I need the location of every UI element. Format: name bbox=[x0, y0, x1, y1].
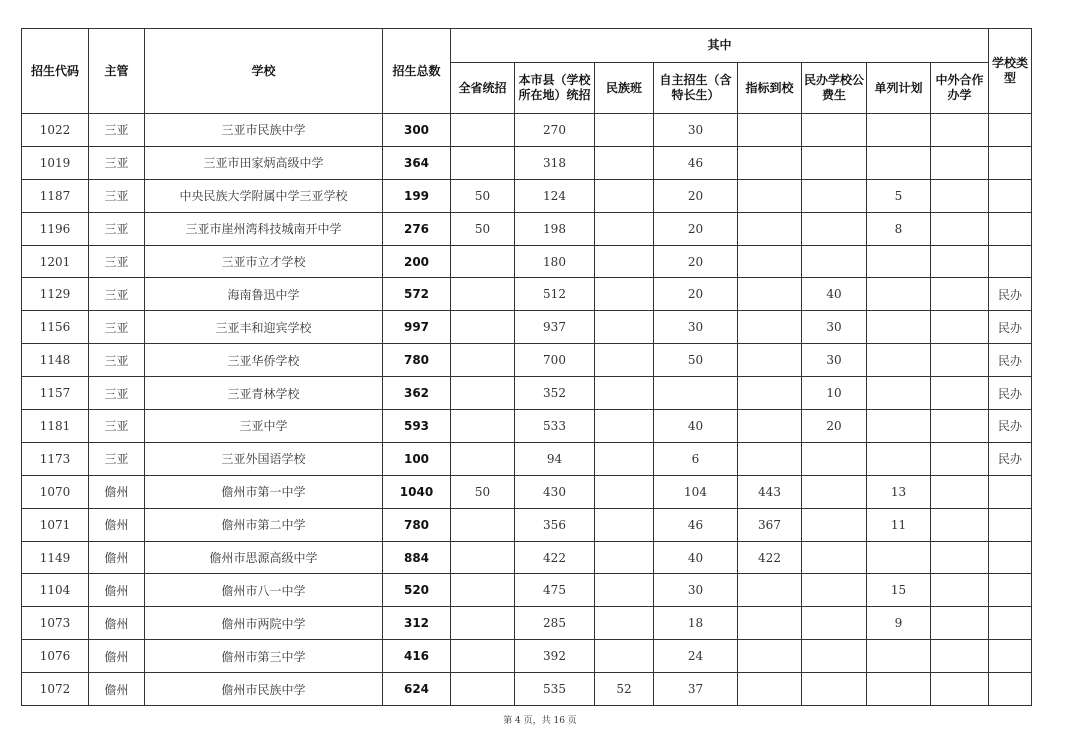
table-row bbox=[22, 377, 1032, 410]
cell-code: 1149 bbox=[22, 541, 89, 574]
cell-authority: 儋州 bbox=[89, 640, 145, 673]
cell-separate-plan bbox=[867, 673, 931, 706]
cell-code: 1019 bbox=[22, 146, 89, 179]
cell-separate-plan bbox=[867, 442, 931, 475]
header-authority: 主管 bbox=[89, 29, 145, 114]
cell-school-type bbox=[989, 212, 1032, 245]
cell-separate-plan bbox=[867, 410, 931, 443]
cell-province bbox=[451, 607, 515, 640]
header-school-type: 学校类型 bbox=[989, 29, 1032, 114]
cell-ethnic bbox=[595, 179, 654, 212]
cell-separate-plan: 11 bbox=[867, 508, 931, 541]
cell-independent: 20 bbox=[654, 245, 738, 278]
cell-school-type bbox=[989, 640, 1032, 673]
cell-coop bbox=[931, 508, 989, 541]
cell-province bbox=[451, 311, 515, 344]
cell-separate-plan: 15 bbox=[867, 574, 931, 607]
cell-local: 285 bbox=[515, 607, 595, 640]
cell-quota-to-school bbox=[738, 673, 802, 706]
cell-local: 270 bbox=[515, 114, 595, 147]
cell-school-type: 民办 bbox=[989, 278, 1032, 311]
cell-quota-to-school bbox=[738, 442, 802, 475]
cell-coop bbox=[931, 311, 989, 344]
cell-province bbox=[451, 640, 515, 673]
cell-ethnic bbox=[595, 410, 654, 443]
header-quota-to-school: 指标到校 bbox=[738, 63, 802, 114]
table-row bbox=[22, 311, 1032, 344]
cell-quota-to-school bbox=[738, 311, 802, 344]
cell-private-public bbox=[802, 475, 867, 508]
cell-province bbox=[451, 114, 515, 147]
cell-ethnic bbox=[595, 508, 654, 541]
cell-province: 50 bbox=[451, 212, 515, 245]
cell-private-public bbox=[802, 146, 867, 179]
cell-separate-plan bbox=[867, 146, 931, 179]
header-group-breakdown: 其中 bbox=[451, 29, 989, 63]
cell-coop bbox=[931, 607, 989, 640]
header-independent: 自主招生（含特长生） bbox=[654, 63, 738, 114]
cell-local: 94 bbox=[515, 442, 595, 475]
table-body bbox=[22, 114, 1032, 706]
cell-total: 997 bbox=[383, 311, 451, 344]
cell-quota-to-school bbox=[738, 607, 802, 640]
cell-quota-to-school bbox=[738, 114, 802, 147]
cell-total: 199 bbox=[383, 179, 451, 212]
cell-code: 1157 bbox=[22, 377, 89, 410]
table-row bbox=[22, 607, 1032, 640]
cell-code: 1104 bbox=[22, 574, 89, 607]
cell-province bbox=[451, 574, 515, 607]
cell-local: 318 bbox=[515, 146, 595, 179]
cell-local: 198 bbox=[515, 212, 595, 245]
cell-school-type bbox=[989, 607, 1032, 640]
cell-quota-to-school bbox=[738, 377, 802, 410]
cell-total: 364 bbox=[383, 146, 451, 179]
cell-authority: 三亚 bbox=[89, 245, 145, 278]
cell-school: 三亚丰和迎宾学校 bbox=[145, 311, 383, 344]
cell-coop bbox=[931, 475, 989, 508]
header-private-public: 民办学校公费生 bbox=[802, 63, 867, 114]
cell-province bbox=[451, 442, 515, 475]
cell-province: 50 bbox=[451, 475, 515, 508]
cell-code: 1071 bbox=[22, 508, 89, 541]
table-row bbox=[22, 410, 1032, 443]
table-row bbox=[22, 146, 1032, 179]
cell-private-public bbox=[802, 114, 867, 147]
cell-coop bbox=[931, 410, 989, 443]
cell-school: 儋州市第一中学 bbox=[145, 475, 383, 508]
cell-total: 312 bbox=[383, 607, 451, 640]
cell-private-public: 30 bbox=[802, 311, 867, 344]
cell-separate-plan bbox=[867, 541, 931, 574]
cell-coop bbox=[931, 640, 989, 673]
cell-code: 1076 bbox=[22, 640, 89, 673]
cell-province bbox=[451, 245, 515, 278]
cell-ethnic: 52 bbox=[595, 673, 654, 706]
cell-quota-to-school bbox=[738, 574, 802, 607]
cell-separate-plan bbox=[867, 278, 931, 311]
cell-province bbox=[451, 541, 515, 574]
cell-school-type: 民办 bbox=[989, 410, 1032, 443]
cell-coop bbox=[931, 377, 989, 410]
cell-school: 儋州市思源高级中学 bbox=[145, 541, 383, 574]
cell-authority: 三亚 bbox=[89, 114, 145, 147]
table-row bbox=[22, 212, 1032, 245]
cell-independent: 40 bbox=[654, 541, 738, 574]
cell-authority: 三亚 bbox=[89, 311, 145, 344]
cell-code: 1022 bbox=[22, 114, 89, 147]
table-row bbox=[22, 673, 1032, 706]
cell-school: 三亚外国语学校 bbox=[145, 442, 383, 475]
cell-ethnic bbox=[595, 640, 654, 673]
cell-quota-to-school: 367 bbox=[738, 508, 802, 541]
cell-separate-plan bbox=[867, 377, 931, 410]
cell-independent: 20 bbox=[654, 212, 738, 245]
cell-quota-to-school bbox=[738, 212, 802, 245]
cell-local: 392 bbox=[515, 640, 595, 673]
cell-province bbox=[451, 410, 515, 443]
cell-separate-plan: 9 bbox=[867, 607, 931, 640]
table-row bbox=[22, 508, 1032, 541]
cell-coop bbox=[931, 278, 989, 311]
cell-school-type bbox=[989, 146, 1032, 179]
cell-separate-plan: 5 bbox=[867, 179, 931, 212]
cell-school-type: 民办 bbox=[989, 377, 1032, 410]
cell-code: 1073 bbox=[22, 607, 89, 640]
cell-quota-to-school bbox=[738, 278, 802, 311]
cell-private-public: 30 bbox=[802, 344, 867, 377]
cell-separate-plan bbox=[867, 640, 931, 673]
cell-local: 475 bbox=[515, 574, 595, 607]
cell-school-type: 民办 bbox=[989, 344, 1032, 377]
table-row bbox=[22, 179, 1032, 212]
cell-total: 780 bbox=[383, 344, 451, 377]
cell-total: 100 bbox=[383, 442, 451, 475]
cell-school-type: 民办 bbox=[989, 442, 1032, 475]
cell-authority: 儋州 bbox=[89, 508, 145, 541]
cell-authority: 儋州 bbox=[89, 475, 145, 508]
cell-separate-plan: 8 bbox=[867, 212, 931, 245]
cell-quota-to-school bbox=[738, 410, 802, 443]
cell-code: 1201 bbox=[22, 245, 89, 278]
cell-quota-to-school bbox=[738, 179, 802, 212]
header-local: 本市县（学校所在地）统招 bbox=[515, 63, 595, 114]
cell-province bbox=[451, 508, 515, 541]
header-ethnic: 民族班 bbox=[595, 63, 654, 114]
cell-code: 1181 bbox=[22, 410, 89, 443]
cell-authority: 三亚 bbox=[89, 410, 145, 443]
cell-school: 儋州市八一中学 bbox=[145, 574, 383, 607]
cell-private-public bbox=[802, 212, 867, 245]
cell-ethnic bbox=[595, 344, 654, 377]
cell-local: 533 bbox=[515, 410, 595, 443]
cell-independent: 104 bbox=[654, 475, 738, 508]
cell-quota-to-school bbox=[738, 245, 802, 278]
cell-independent bbox=[654, 377, 738, 410]
cell-total: 572 bbox=[383, 278, 451, 311]
cell-authority: 儋州 bbox=[89, 574, 145, 607]
cell-independent: 20 bbox=[654, 278, 738, 311]
cell-private-public bbox=[802, 574, 867, 607]
cell-school-type bbox=[989, 508, 1032, 541]
cell-code: 1070 bbox=[22, 475, 89, 508]
cell-code: 1156 bbox=[22, 311, 89, 344]
cell-ethnic bbox=[595, 574, 654, 607]
cell-local: 356 bbox=[515, 508, 595, 541]
cell-total: 593 bbox=[383, 410, 451, 443]
cell-province bbox=[451, 344, 515, 377]
cell-private-public: 20 bbox=[802, 410, 867, 443]
cell-school: 儋州市民族中学 bbox=[145, 673, 383, 706]
cell-ethnic bbox=[595, 442, 654, 475]
cell-independent: 37 bbox=[654, 673, 738, 706]
cell-independent: 6 bbox=[654, 442, 738, 475]
cell-separate-plan bbox=[867, 245, 931, 278]
page-footer: 第 4 页，共 16 页 bbox=[503, 716, 577, 726]
cell-authority: 三亚 bbox=[89, 278, 145, 311]
cell-code: 1187 bbox=[22, 179, 89, 212]
cell-local: 352 bbox=[515, 377, 595, 410]
cell-authority: 三亚 bbox=[89, 377, 145, 410]
cell-independent: 40 bbox=[654, 410, 738, 443]
cell-total: 416 bbox=[383, 640, 451, 673]
table-row bbox=[22, 640, 1032, 673]
cell-school-type bbox=[989, 179, 1032, 212]
cell-code: 1129 bbox=[22, 278, 89, 311]
cell-authority: 三亚 bbox=[89, 212, 145, 245]
cell-total: 362 bbox=[383, 377, 451, 410]
cell-total: 520 bbox=[383, 574, 451, 607]
cell-ethnic bbox=[595, 311, 654, 344]
cell-separate-plan bbox=[867, 344, 931, 377]
cell-school-type: 民办 bbox=[989, 311, 1032, 344]
cell-code: 1072 bbox=[22, 673, 89, 706]
table-row bbox=[22, 541, 1032, 574]
cell-coop bbox=[931, 245, 989, 278]
cell-local: 512 bbox=[515, 278, 595, 311]
cell-school: 三亚市田家炳高级中学 bbox=[145, 146, 383, 179]
cell-school: 三亚中学 bbox=[145, 410, 383, 443]
header-coop: 中外合作办学 bbox=[931, 63, 989, 114]
cell-private-public bbox=[802, 607, 867, 640]
cell-local: 422 bbox=[515, 541, 595, 574]
cell-quota-to-school bbox=[738, 640, 802, 673]
cell-code: 1148 bbox=[22, 344, 89, 377]
cell-independent: 20 bbox=[654, 179, 738, 212]
cell-total: 884 bbox=[383, 541, 451, 574]
cell-local: 700 bbox=[515, 344, 595, 377]
header-school: 学校 bbox=[145, 29, 383, 114]
cell-coop bbox=[931, 212, 989, 245]
cell-authority: 儋州 bbox=[89, 541, 145, 574]
cell-quota-to-school: 422 bbox=[738, 541, 802, 574]
cell-quota-to-school bbox=[738, 146, 802, 179]
cell-independent: 18 bbox=[654, 607, 738, 640]
cell-school-type bbox=[989, 574, 1032, 607]
cell-private-public: 40 bbox=[802, 278, 867, 311]
cell-private-public bbox=[802, 640, 867, 673]
cell-province bbox=[451, 377, 515, 410]
cell-school: 三亚青林学校 bbox=[145, 377, 383, 410]
cell-independent: 30 bbox=[654, 311, 738, 344]
cell-independent: 50 bbox=[654, 344, 738, 377]
cell-total: 624 bbox=[383, 673, 451, 706]
cell-authority: 三亚 bbox=[89, 442, 145, 475]
cell-private-public bbox=[802, 179, 867, 212]
cell-separate-plan bbox=[867, 311, 931, 344]
cell-school: 儋州市第二中学 bbox=[145, 508, 383, 541]
cell-independent: 24 bbox=[654, 640, 738, 673]
cell-school-type bbox=[989, 673, 1032, 706]
table-row bbox=[22, 344, 1032, 377]
cell-ethnic bbox=[595, 245, 654, 278]
cell-coop bbox=[931, 344, 989, 377]
header-code: 招生代码 bbox=[22, 29, 89, 114]
cell-local: 430 bbox=[515, 475, 595, 508]
table-row bbox=[22, 278, 1032, 311]
cell-independent: 30 bbox=[654, 114, 738, 147]
cell-total: 1040 bbox=[383, 475, 451, 508]
cell-total: 276 bbox=[383, 212, 451, 245]
cell-school: 三亚华侨学校 bbox=[145, 344, 383, 377]
cell-school: 三亚市崖州湾科技城南开中学 bbox=[145, 212, 383, 245]
cell-school: 中央民族大学附属中学三亚学校 bbox=[145, 179, 383, 212]
cell-ethnic bbox=[595, 541, 654, 574]
cell-authority: 儋州 bbox=[89, 673, 145, 706]
cell-local: 124 bbox=[515, 179, 595, 212]
table-row bbox=[22, 475, 1032, 508]
cell-coop bbox=[931, 146, 989, 179]
table-row bbox=[22, 574, 1032, 607]
cell-authority: 三亚 bbox=[89, 344, 145, 377]
cell-ethnic bbox=[595, 278, 654, 311]
cell-ethnic bbox=[595, 146, 654, 179]
cell-local: 535 bbox=[515, 673, 595, 706]
cell-school: 儋州市第三中学 bbox=[145, 640, 383, 673]
table-row bbox=[22, 442, 1032, 475]
cell-independent: 46 bbox=[654, 146, 738, 179]
cell-quota-to-school: 443 bbox=[738, 475, 802, 508]
cell-school: 儋州市两院中学 bbox=[145, 607, 383, 640]
cell-school: 三亚市立才学校 bbox=[145, 245, 383, 278]
header-province: 全省统招 bbox=[451, 63, 515, 114]
cell-authority: 三亚 bbox=[89, 179, 145, 212]
cell-private-public bbox=[802, 673, 867, 706]
cell-ethnic bbox=[595, 475, 654, 508]
cell-total: 300 bbox=[383, 114, 451, 147]
cell-private-public bbox=[802, 508, 867, 541]
header-separate-plan: 单列计划 bbox=[867, 63, 931, 114]
enrollment-quota-table bbox=[21, 28, 1032, 706]
cell-independent: 30 bbox=[654, 574, 738, 607]
cell-authority: 三亚 bbox=[89, 146, 145, 179]
cell-private-public bbox=[802, 442, 867, 475]
cell-province bbox=[451, 146, 515, 179]
table-row bbox=[22, 245, 1032, 278]
cell-total: 200 bbox=[383, 245, 451, 278]
cell-local: 180 bbox=[515, 245, 595, 278]
cell-school: 三亚市民族中学 bbox=[145, 114, 383, 147]
table-row bbox=[22, 114, 1032, 147]
cell-ethnic bbox=[595, 212, 654, 245]
cell-total: 780 bbox=[383, 508, 451, 541]
cell-code: 1196 bbox=[22, 212, 89, 245]
cell-coop bbox=[931, 114, 989, 147]
cell-separate-plan bbox=[867, 114, 931, 147]
cell-authority: 儋州 bbox=[89, 607, 145, 640]
cell-school-type bbox=[989, 245, 1032, 278]
cell-school-type bbox=[989, 114, 1032, 147]
cell-province bbox=[451, 673, 515, 706]
cell-local: 937 bbox=[515, 311, 595, 344]
cell-separate-plan: 13 bbox=[867, 475, 931, 508]
cell-province: 50 bbox=[451, 179, 515, 212]
cell-private-public bbox=[802, 245, 867, 278]
cell-school: 海南鲁迅中学 bbox=[145, 278, 383, 311]
cell-coop bbox=[931, 574, 989, 607]
cell-private-public: 10 bbox=[802, 377, 867, 410]
cell-ethnic bbox=[595, 114, 654, 147]
cell-ethnic bbox=[595, 377, 654, 410]
cell-school-type bbox=[989, 541, 1032, 574]
cell-coop bbox=[931, 673, 989, 706]
cell-private-public bbox=[802, 541, 867, 574]
header-total: 招生总数 bbox=[383, 29, 451, 114]
table-header bbox=[22, 29, 1032, 114]
cell-code: 1173 bbox=[22, 442, 89, 475]
cell-quota-to-school bbox=[738, 344, 802, 377]
cell-coop bbox=[931, 442, 989, 475]
cell-ethnic bbox=[595, 607, 654, 640]
cell-school-type bbox=[989, 475, 1032, 508]
cell-coop bbox=[931, 541, 989, 574]
cell-province bbox=[451, 278, 515, 311]
cell-coop bbox=[931, 179, 989, 212]
cell-independent: 46 bbox=[654, 508, 738, 541]
